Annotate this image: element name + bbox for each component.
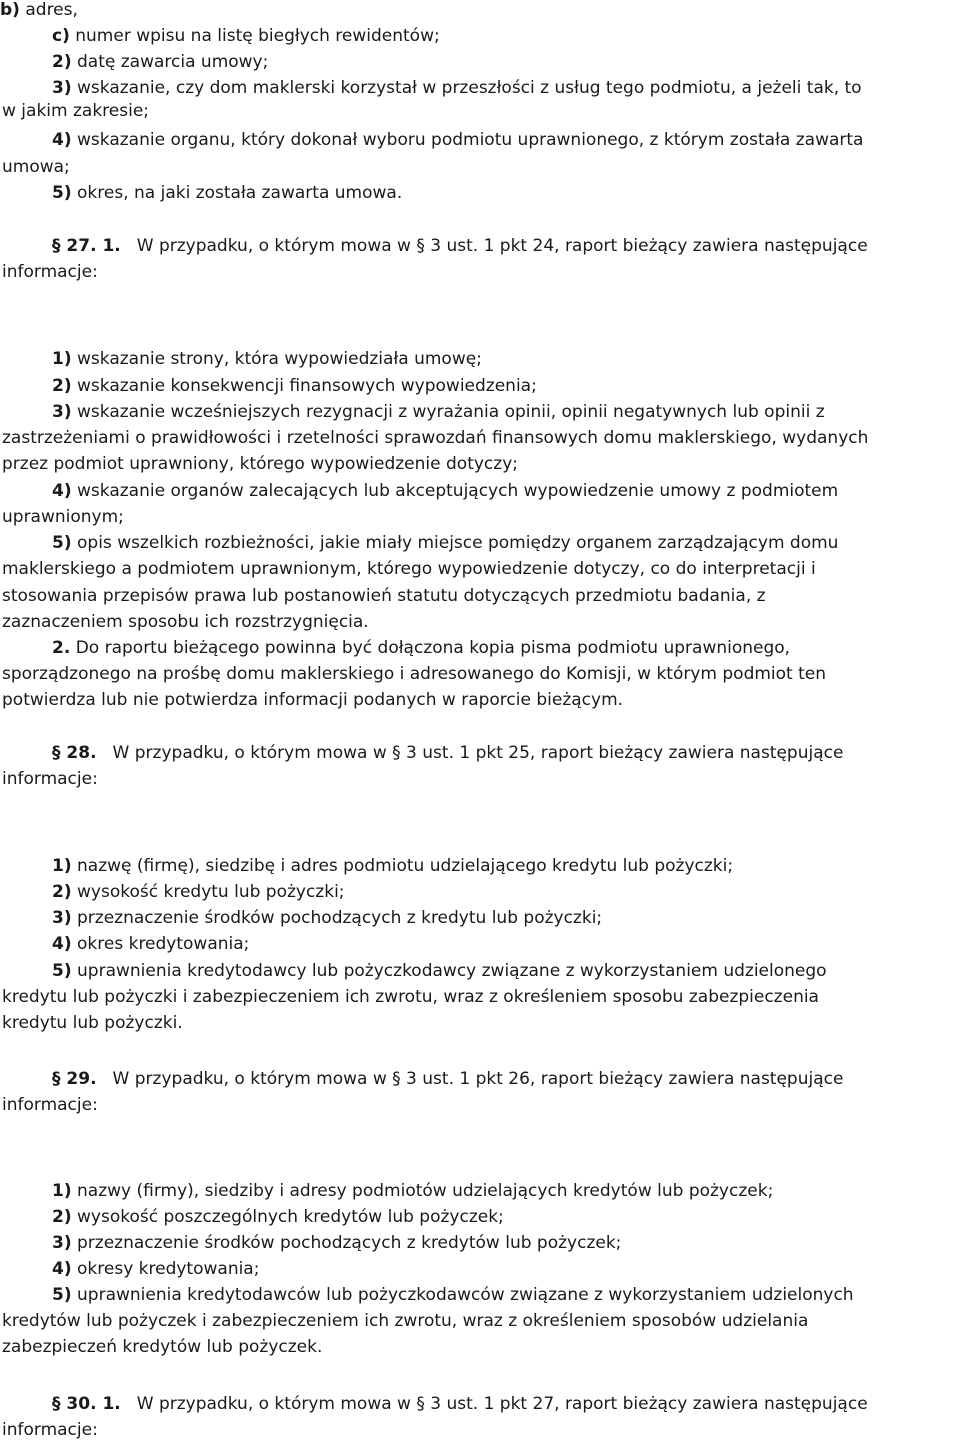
list-item: 5) uprawnienia kredytodawców lub pożyczkodawców związane z wykorzystaniem udzielonych — [52, 1285, 854, 1305]
list-item: 4) wskazanie organów zalecających lub akceptujących wypowiedzenie umowy z podmiotem — [52, 481, 839, 501]
list-item-continuation: kredytu lub pożyczki i zabezpieczeniem ich zwrotu, wraz z określeniem sposobu zabezpieczenia — [2, 987, 819, 1007]
list-item-continuation: stosowania przepisów prawa lub postanowień statutu dotyczących przedmiotu badania, z — [2, 586, 766, 606]
paragraph-continuation: potwierdza lub nie potwierdza informacji podanych w raporcie bieżącym. — [2, 690, 624, 710]
section-intro-continuation: informacje: — [2, 769, 98, 789]
list-item: 1) nazwy (firmy), siedziby i adresy podmiotów udzielających kredytów lub pożyczek; — [52, 1181, 774, 1201]
section-sign: § — [52, 743, 61, 763]
list-item: 3) wskazanie wcześniejszych rezygnacji z wyrażania opinii, opinii negatywnych lub opinii z — [52, 402, 825, 422]
section-intro-continuation: informacje: — [2, 1095, 98, 1115]
list-item: 1) wskazanie strony, która wypowiedziała umowę; — [52, 349, 482, 369]
list-item: 2) datę zawarcia umowy; — [52, 52, 269, 72]
section-heading-28: § 28. W przypadku, o którym mowa w § 3 ust. 1 pkt 25, raport bieżący zawiera następujące — [52, 743, 844, 763]
list-item: 5) opis wszelkich rozbieżności, jakie miały miejsce pomiędzy organem zarządzającym domu — [52, 533, 839, 553]
section-sign: § — [52, 236, 61, 256]
list-item-continuation: zastrzeżeniami o prawidłowości i rzetelności sprawozdań finansowych domu maklerskiego, wydanych — [2, 428, 869, 448]
list-item: 4) wskazanie organu, który dokonał wyboru podmiotu uprawnionego, z którym została zawarta — [52, 130, 864, 150]
list-item: 4) okresy kredytowania; — [52, 1259, 260, 1279]
list-item: 1) nazwę (firmę), siedzibę i adres podmiotu udzielającego kredytu lub pożyczki; — [52, 856, 734, 876]
list-item-continuation: zabezpieczeń kredytów lub pożyczek. — [2, 1337, 323, 1357]
list-item: 4) okres kredytowania; — [52, 934, 250, 954]
list-item: 2) wskazanie konsekwencji finansowych wypowiedzenia; — [52, 376, 537, 396]
section-heading-27: § 27. 1. W przypadku, o którym mowa w § 3 ust. 1 pkt 24, raport bieżący zawiera następujące — [52, 236, 868, 256]
section-intro-continuation: informacje: — [2, 1420, 98, 1440]
list-item-continuation: w jakim zakresie; — [2, 101, 150, 121]
list-item: 3) wskazanie, czy dom maklerski korzystał w przeszłości z usług tego podmiotu, a jeżeli tak, to — [52, 78, 862, 98]
list-item: 3) przeznaczenie środków pochodzących z kredytu lub pożyczki; — [52, 908, 603, 928]
list-item: 5) okres, na jaki została zawarta umowa. — [52, 183, 403, 203]
list-item-continuation: kredytów lub pożyczek i zabezpieczeniem ich zwrotu, wraz z określeniem sposobów udzielania — [2, 1311, 809, 1331]
section-sign: § — [52, 1069, 61, 1089]
list-item-continuation: maklerskiego a podmiotem uprawnionym, którego wypowiedzenie dotyczy, co do interpretacji i — [2, 559, 816, 579]
list-item-continuation: uprawnionym; — [2, 507, 124, 527]
list-item-continuation: kredytu lub pożyczki. — [2, 1013, 183, 1033]
list-item: 3) przeznaczenie środków pochodzących z kredytów lub pożyczek; — [52, 1233, 622, 1253]
list-item: 5) uprawnienia kredytodawcy lub pożyczkodawcy związane z wykorzystaniem udzielonego — [52, 961, 827, 981]
section-intro-continuation: informacje: — [2, 262, 98, 282]
list-item-continuation: zaznaczeniem sposobu ich rozstrzygnięcia. — [2, 612, 369, 632]
section-sign: § — [52, 1394, 61, 1414]
list-item-continuation: przez podmiot uprawniony, którego wypowiedzenie dotyczy; — [2, 454, 518, 474]
list-item: b) adres, — [0, 0, 78, 20]
list-item: c) numer wpisu na listę biegłych rewidentów; — [52, 26, 440, 46]
list-item: 2) wysokość kredytu lub pożyczki; — [52, 882, 345, 902]
paragraph-continuation: sporządzonego na prośbę domu maklerskiego i adresowanego do Komisji, w którym podmiot ten — [2, 664, 827, 684]
list-item-continuation: umowa; — [2, 157, 70, 177]
paragraph-item: 2. Do raportu bieżącego powinna być dołączona kopia pisma podmiotu uprawnionego, — [52, 638, 791, 658]
section-heading-29: § 29. W przypadku, o którym mowa w § 3 ust. 1 pkt 26, raport bieżący zawiera następujące — [52, 1069, 844, 1089]
list-item: 2) wysokość poszczególnych kredytów lub pożyczek; — [52, 1207, 504, 1227]
section-heading-30: § 30. 1. W przypadku, o którym mowa w § 3 ust. 1 pkt 27, raport bieżący zawiera następujące — [52, 1394, 868, 1414]
